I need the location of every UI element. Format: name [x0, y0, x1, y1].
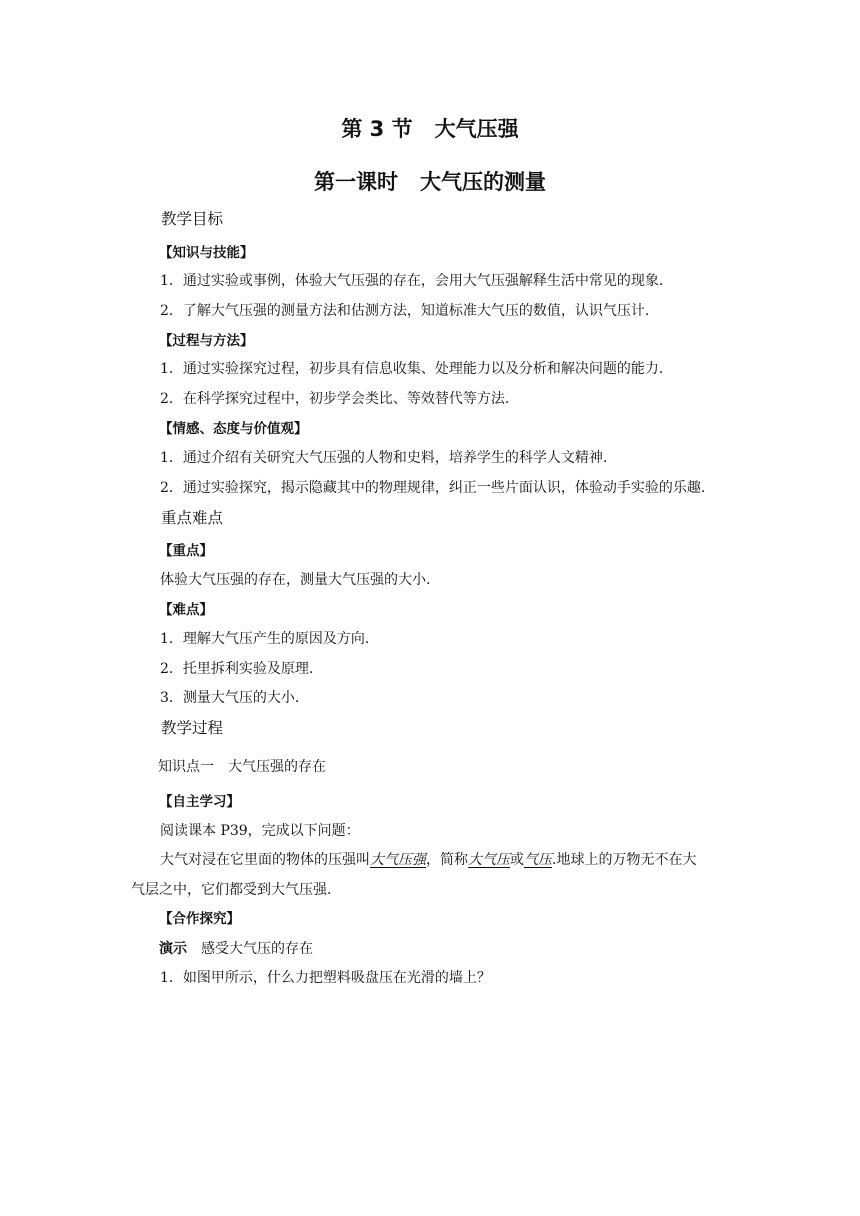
- difficulty-item-3: 3．测量大气压的大小.: [160, 690, 300, 706]
- paragraph-text-a: 大气对浸在它里面的物体的压强叫: [160, 852, 370, 868]
- paragraph-text-d: .地球上的万物无不在大: [552, 852, 697, 868]
- process-item-1: 1．通过实验探究过程，初步具有信息收集、处理能力以及分析和解决问题的能力.: [160, 361, 664, 377]
- difficulty-item-1: 1．理解大气压产生的原因及方向.: [160, 631, 370, 647]
- chapter-number: 第 3 节: [341, 117, 413, 141]
- lesson-title: 大气压的测量: [420, 170, 546, 194]
- knowledge-point-title: 大气压强的存在: [228, 759, 326, 775]
- section-heading-objectives: 教学目标: [161, 210, 224, 228]
- section-heading-keypoints: 重点难点: [161, 509, 224, 527]
- emotion-item-1: 1．通过介绍有关研究大气压强的人物和史料，培养学生的科学人文精神.: [160, 450, 608, 466]
- label-knowledge-skills: 【知识与技能】: [159, 245, 254, 261]
- self-study-paragraph-continued: 气层之中，它们都受到大气压强.: [131, 882, 332, 898]
- label-difficulty: 【难点】: [159, 602, 213, 618]
- lesson-number: 第一课时: [314, 170, 398, 194]
- process-item-2: 2．在科学探究过程中，初步学会类比、等效替代等方法.: [160, 391, 510, 407]
- answer-blank-2: 大气压: [468, 852, 510, 868]
- page-title: [0, 113, 860, 143]
- difficulty-item-2: 2．托里拆利实验及原理.: [160, 661, 314, 677]
- chapter-title: 大气压强: [434, 117, 519, 141]
- demo-label: 演示: [159, 941, 187, 957]
- section-heading-process: 教学过程: [161, 719, 224, 737]
- demo-heading: [159, 939, 313, 959]
- answer-blank-3: 气压: [524, 852, 552, 868]
- label-cooperation: 【合作探究】: [159, 911, 240, 927]
- knowledge-point-label: 知识点一: [158, 759, 214, 775]
- answer-blank-1: 大气压强: [370, 852, 426, 868]
- self-study-intro: 阅读课本 P39，完成以下问题：: [160, 823, 360, 839]
- emotion-item-2: 2．通过实验探究，揭示隐藏其中的物理规律，纠正一些片面认识，体验动手实验的乐趣.: [160, 480, 706, 496]
- label-emotion-values: 【情感、态度与价值观】: [159, 421, 308, 437]
- demo-title: 感受大气压的存在: [201, 941, 313, 957]
- paragraph-text-c: 或: [510, 852, 524, 868]
- knowledge-point-heading: [158, 757, 326, 777]
- self-study-paragraph: [160, 850, 696, 870]
- page-subtitle: [0, 166, 860, 196]
- knowledge-item-2: 2．了解大气压强的测量方法和估测方法，知道标准大气压的数值，认识气压计.: [160, 303, 650, 319]
- label-focus: 【重点】: [159, 543, 213, 559]
- knowledge-item-1: 1．通过实验或事例，体验大气压强的存在，会用大气压强解释生活中常见的现象.: [160, 273, 664, 289]
- cooperation-question-1: 1．如图甲所示，什么力把塑料吸盘压在光滑的墙上？: [160, 970, 491, 986]
- paragraph-text-b: ，简称: [426, 852, 468, 868]
- focus-text: 体验大气压强的存在，测量大气压强的大小.: [160, 572, 431, 588]
- label-self-study: 【自主学习】: [159, 794, 240, 810]
- label-process-method: 【过程与方法】: [159, 333, 254, 349]
